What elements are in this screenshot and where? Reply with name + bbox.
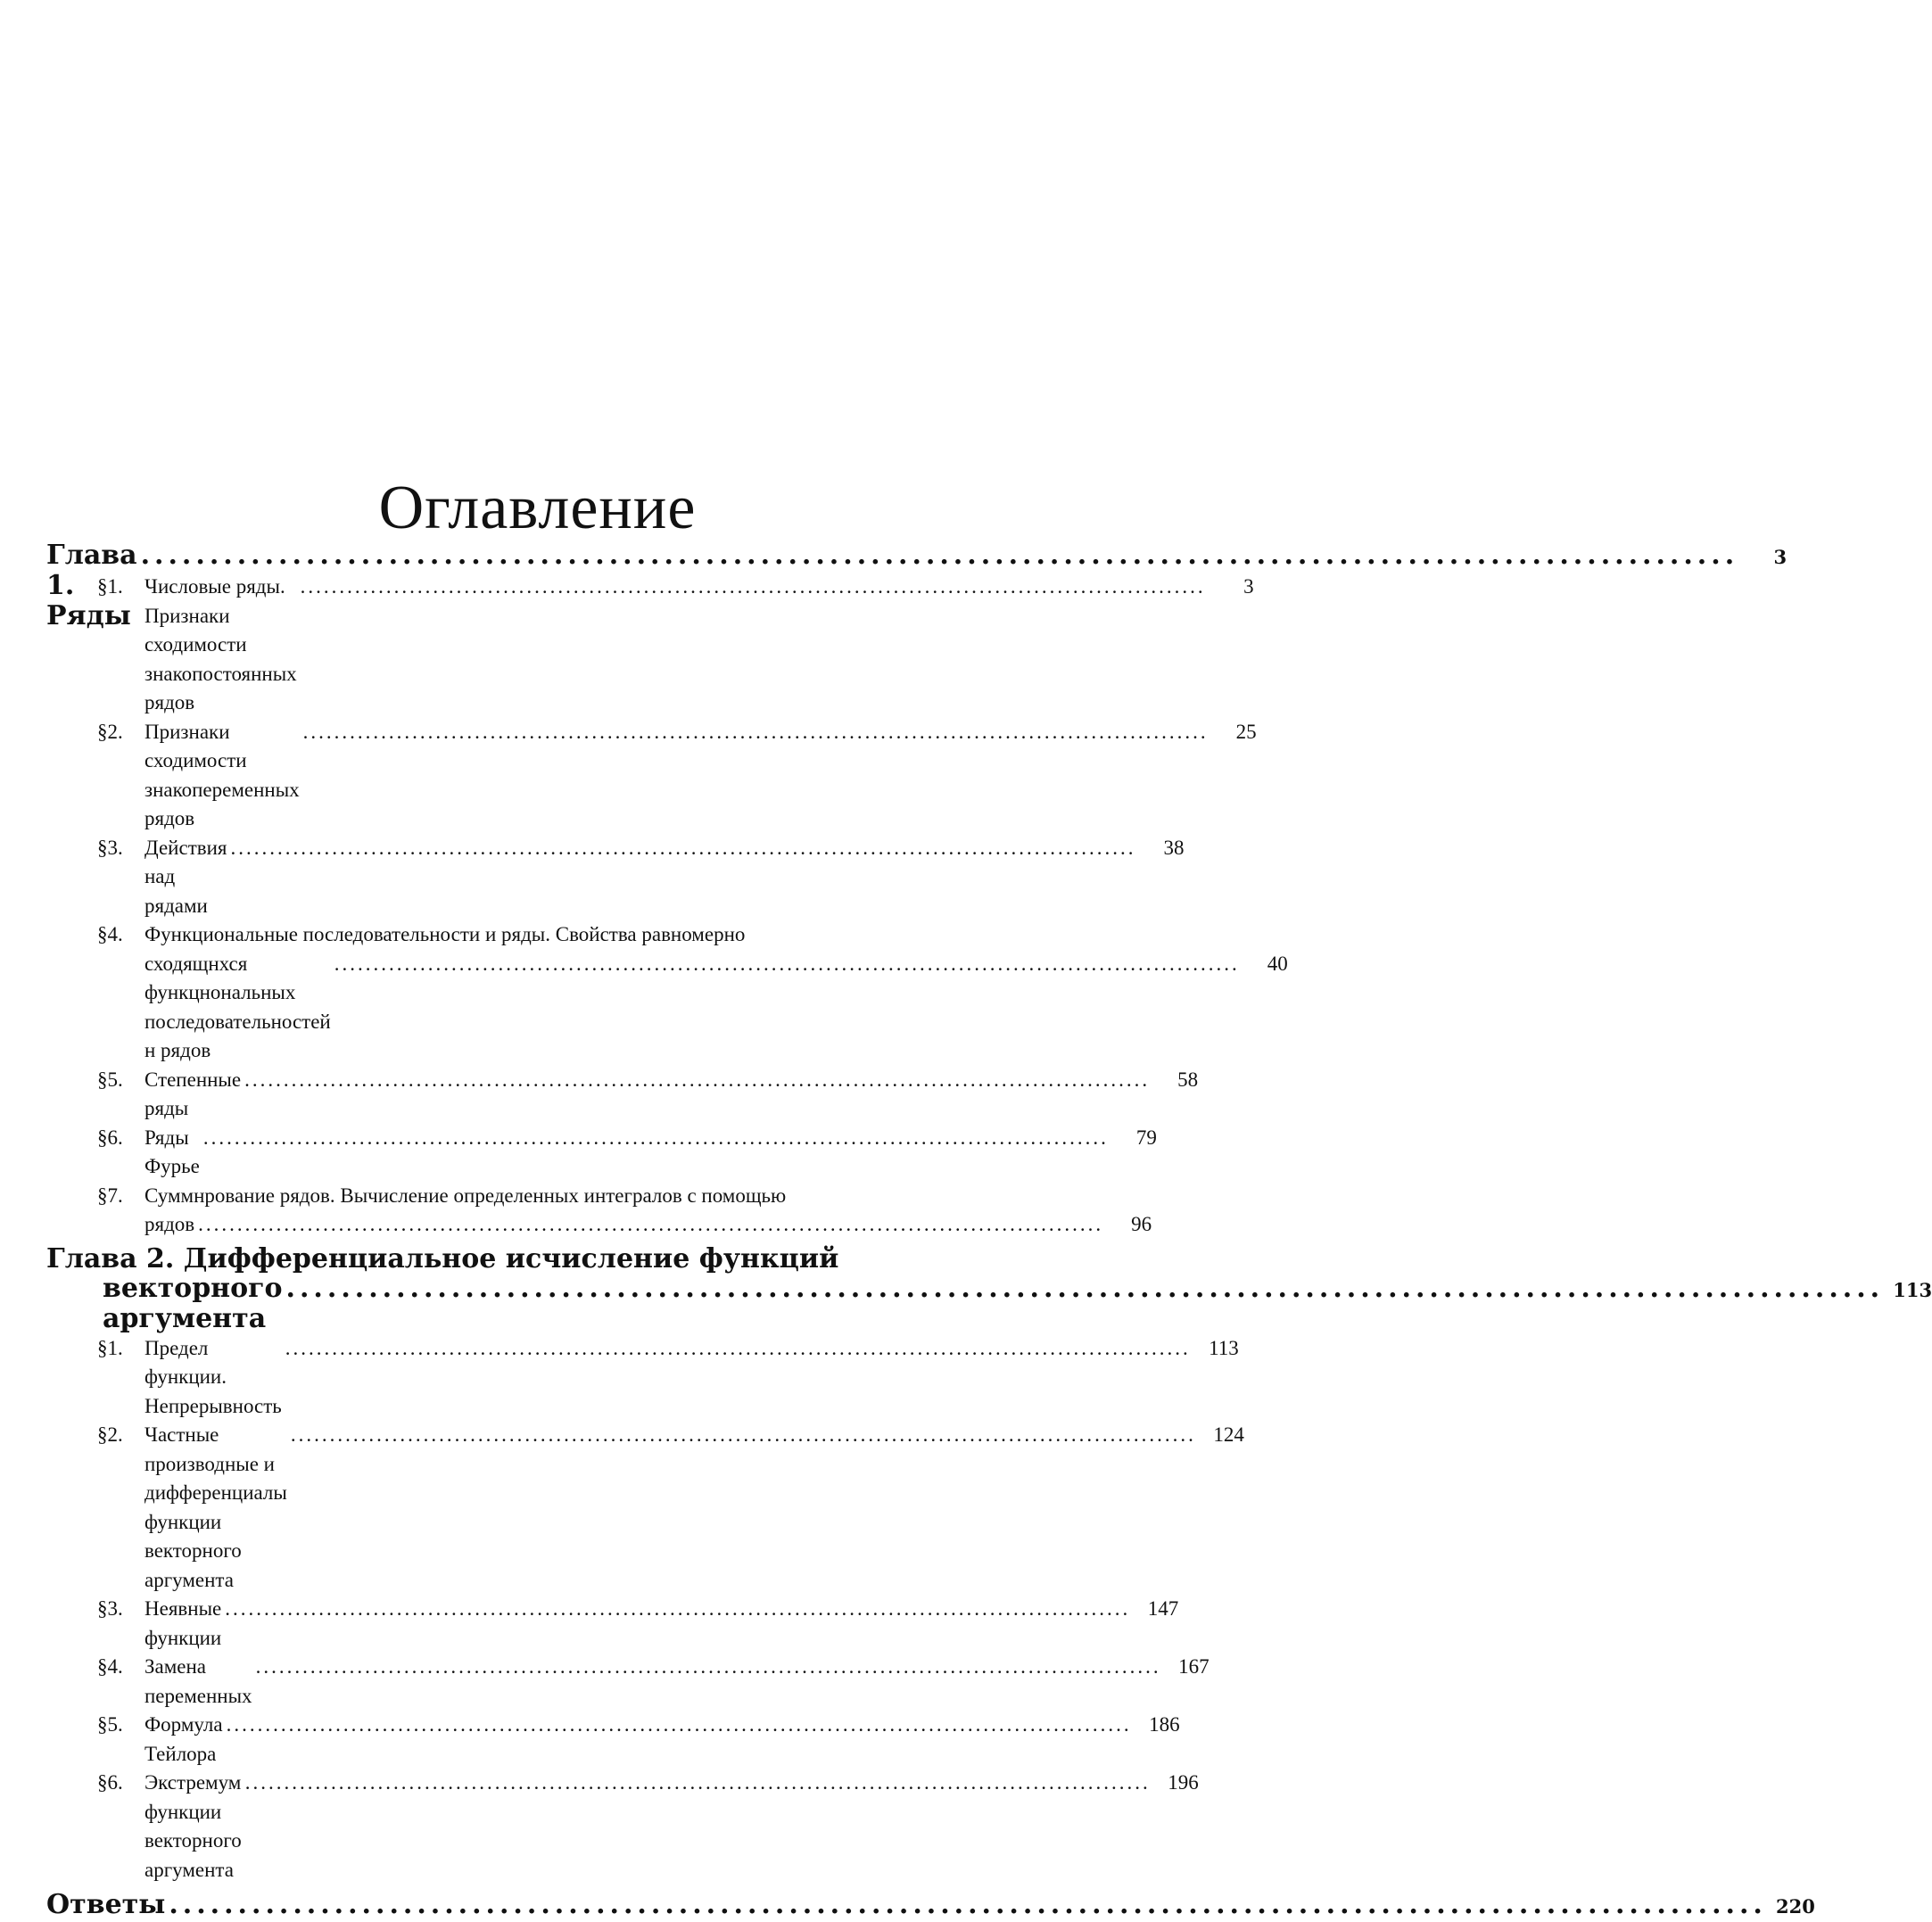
- section-title-cont: сходящнхся функцнональных последовательностей н рядов: [144, 952, 331, 1061]
- page-number: 96: [1131, 1213, 1152, 1235]
- leader-dots: ....................................................................................................................: [230, 836, 1136, 859]
- leader-dots: ....................................................................................................................: [302, 720, 1209, 743]
- page-number: 79: [1135, 1126, 1157, 1149]
- section-number: §4.: [97, 1655, 123, 1678]
- section-title: Замена переменных: [144, 1655, 252, 1707]
- section-title: Формула Тейлора: [144, 1713, 223, 1765]
- page-number: 220: [1776, 1895, 1815, 1918]
- leader-dots: ....................................................................................................................: [198, 1213, 1104, 1235]
- section-number: §4.: [97, 923, 123, 945]
- page-number: 3: [1243, 575, 1254, 598]
- toc-section-1-3[interactable]: [46, 834, 1185, 921]
- page-number: 3: [1773, 546, 1788, 568]
- toc-section-2-5[interactable]: [46, 1711, 1180, 1769]
- toc-section-1-2[interactable]: [46, 718, 1257, 834]
- toc-section-1-4[interactable]: [46, 920, 1070, 950]
- page-title: Оглавление: [378, 473, 697, 542]
- leader-dots: ....................................................................................................................: [290, 1423, 1196, 1446]
- section-number: §6.: [97, 1771, 123, 1794]
- toc-section-2-1[interactable]: [46, 1334, 1239, 1422]
- section-title: Частные производные и дифференциалы функции векторного аргумента: [144, 1423, 287, 1591]
- page-number: 124: [1213, 1423, 1244, 1446]
- leader-dots: ....................................................................................................................: [225, 1597, 1131, 1620]
- section-title: Экстремум функции векторного аргумента: [144, 1771, 242, 1881]
- section-title-cont: рядов: [144, 1213, 195, 1235]
- toc-chapter-1[interactable]: [46, 540, 1788, 631]
- section-number: §1.: [97, 575, 123, 598]
- leader-dots: ....................................................................................................................: [244, 1771, 1151, 1794]
- section-number: §2.: [97, 1423, 123, 1446]
- page-number: 38: [1163, 836, 1185, 859]
- leader-dots: ....................................................................................................................: [202, 1126, 1109, 1149]
- section-number: §5.: [97, 1068, 123, 1091]
- section-title: Предел функции. Непрерывность: [144, 1336, 282, 1417]
- page-number: 113: [1893, 1278, 1932, 1301]
- page-number: 25: [1235, 720, 1257, 743]
- section-number: §7.: [97, 1184, 123, 1207]
- toc-section-1-6[interactable]: [46, 1124, 1157, 1182]
- table-of-contents: [46, 540, 1932, 1922]
- toc-section-1-1[interactable]: [46, 573, 1254, 718]
- leader-dots: ....................................................................................................................: [300, 575, 1206, 598]
- answers-title: Ответы: [46, 1889, 166, 1920]
- leader-dots: ....................................................................................................................: [169, 1889, 1767, 1920]
- leader-dots: ....................................................................................................................: [226, 1713, 1132, 1736]
- leader-dots: ....................................................................................................................: [334, 952, 1240, 975]
- toc-section-1-4-cont[interactable]: [46, 950, 1288, 1066]
- page-number: 113: [1209, 1336, 1239, 1359]
- page-number: 147: [1147, 1597, 1179, 1620]
- chapter-title: Глава 2. Дифференциальное исчисление функций: [46, 1242, 839, 1274]
- section-title: Суммнрование рядов. Вычисление определенных интегралов с помощью: [144, 1184, 787, 1207]
- section-title: Ряды Фурье: [144, 1126, 200, 1177]
- page-number: 167: [1178, 1655, 1210, 1678]
- toc-chapter-2-cont[interactable]: [46, 1272, 1932, 1334]
- section-title: Действия над рядами: [144, 836, 227, 917]
- section-title: Неявные функции: [144, 1597, 222, 1649]
- section-title: Степенные ряды: [144, 1068, 242, 1119]
- toc-section-2-6[interactable]: [46, 1769, 1199, 1885]
- page-number: 58: [1177, 1068, 1199, 1091]
- chapter-title-cont: векторного аргумента: [103, 1272, 283, 1334]
- toc-section-2-4[interactable]: [46, 1653, 1210, 1711]
- section-number: §1.: [97, 1336, 123, 1359]
- section-number: §3.: [97, 1597, 123, 1620]
- section-title: Функциональные последовательности и ряды. Свойства равномерно: [144, 923, 746, 945]
- leader-dots: ....................................................................................................................: [285, 1272, 1885, 1304]
- page-number: 196: [1168, 1771, 1199, 1794]
- leader-dots: ....................................................................................................................: [140, 540, 1739, 571]
- page-number: 186: [1149, 1713, 1180, 1736]
- leader-dots: ....................................................................................................................: [255, 1655, 1161, 1678]
- toc-section-2-2[interactable]: [46, 1421, 1244, 1595]
- leader-dots: ....................................................................................................................: [285, 1336, 1191, 1359]
- section-number: §5.: [97, 1713, 123, 1736]
- leader-dots: ....................................................................................................................: [244, 1068, 1151, 1091]
- page-number: 40: [1267, 952, 1288, 975]
- toc-answers[interactable]: [46, 1889, 1815, 1922]
- section-number: §3.: [97, 836, 123, 859]
- section-title: Признаки сходимости знакопеременных рядов: [144, 720, 300, 829]
- section-number: §2.: [97, 720, 123, 743]
- toc-section-1-7-cont[interactable]: [46, 1210, 1152, 1240]
- section-title: Числовые ряды. Признаки сходимости знакопостоянных рядов: [144, 575, 297, 714]
- section-number: §6.: [97, 1126, 123, 1149]
- toc-section-1-5[interactable]: [46, 1066, 1199, 1124]
- chapter-title: Глава 1. Ряды: [46, 540, 137, 631]
- toc-section-1-7[interactable]: [46, 1182, 1070, 1211]
- toc-section-2-3[interactable]: [46, 1595, 1179, 1653]
- toc-chapter-2[interactable]: [46, 1242, 1070, 1274]
